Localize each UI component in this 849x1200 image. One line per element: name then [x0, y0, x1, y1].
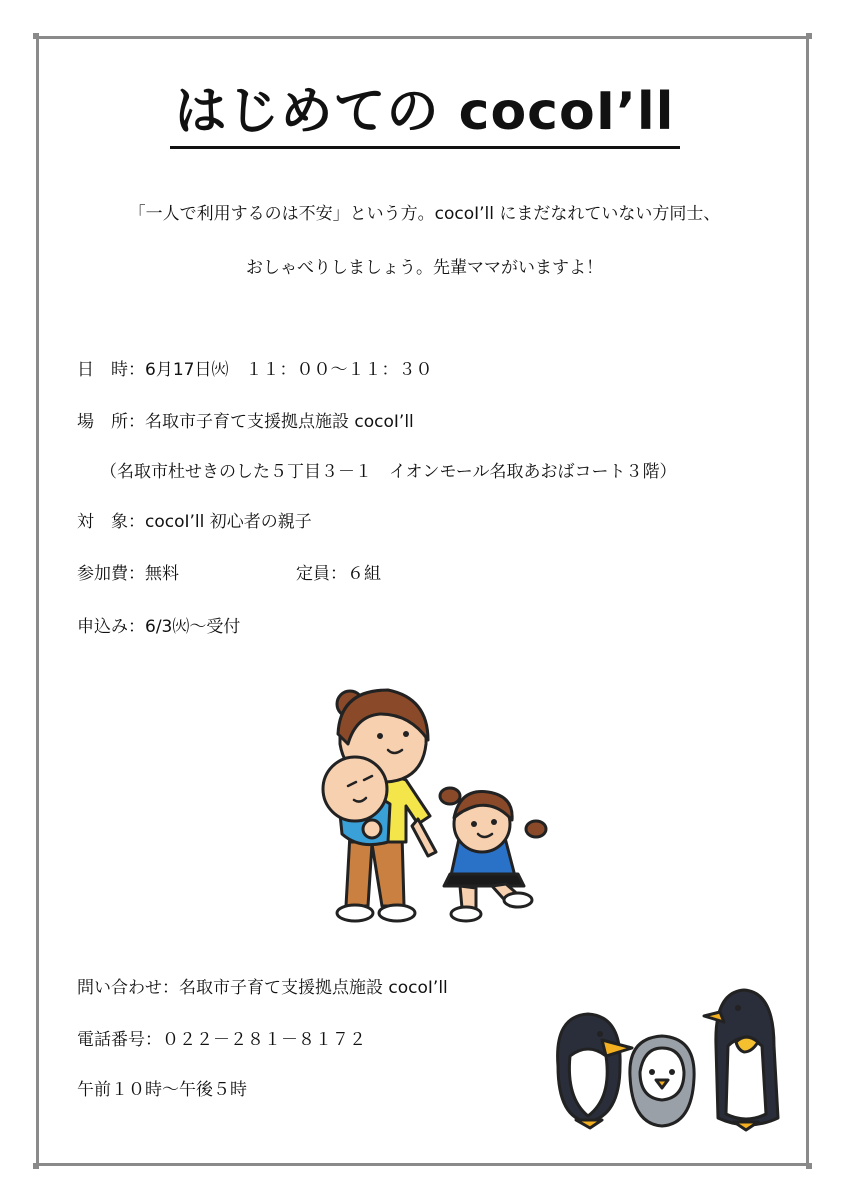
fee-label: 参加費：	[77, 564, 145, 584]
apply-value: 6/3㈫～受付	[145, 617, 241, 637]
hours-line: 午前１０時～午後５時	[77, 1080, 247, 1100]
apply-row	[77, 615, 240, 639]
fee-row	[77, 562, 179, 586]
penguin-illustration	[548, 986, 804, 1134]
title-underline	[170, 146, 680, 149]
capacity-label: 定員：	[296, 564, 347, 584]
page-title: はじめての cocoI’ll	[174, 82, 675, 142]
border-corner	[806, 1163, 812, 1169]
place-address: （名取市杜せきのした５丁目３－１ イオンモール名取あおばコート３階）	[100, 462, 677, 482]
intro-line-1: 「一人で利用するのは不安」という方。cocoI’ll にまだなれていない方同士、	[128, 204, 721, 224]
place-value: 名取市子育て支援拠点施設 cocoI’ll	[145, 412, 414, 432]
target-label: 対 象：	[77, 512, 145, 532]
date-label: 日 時：	[77, 360, 145, 380]
target-value: cocoI’ll 初心者の親子	[145, 512, 312, 532]
border-corner	[806, 33, 812, 39]
phone-line: 電話番号：０２２－２８１－８１７２	[77, 1030, 366, 1050]
date-value: 6月17日㈫ １１：００～１１：３０	[145, 360, 433, 380]
capacity-value: ６組	[347, 564, 381, 584]
fee-value: 無料	[145, 564, 179, 584]
place-row	[77, 410, 414, 434]
border-corner	[33, 33, 39, 39]
date-row	[77, 358, 432, 382]
intro-line-2: おしゃべりしましょう。先輩ママがいますよ！	[246, 258, 603, 278]
border-corner	[33, 1163, 39, 1169]
place-label: 場 所：	[77, 412, 145, 432]
apply-label: 申込み：	[77, 617, 145, 637]
target-row	[77, 510, 312, 534]
inquiry-line: 問い合わせ：名取市子育て支援拠点施設 cocoI’ll	[77, 978, 448, 998]
capacity-row	[296, 562, 381, 586]
family-illustration	[310, 684, 555, 929]
